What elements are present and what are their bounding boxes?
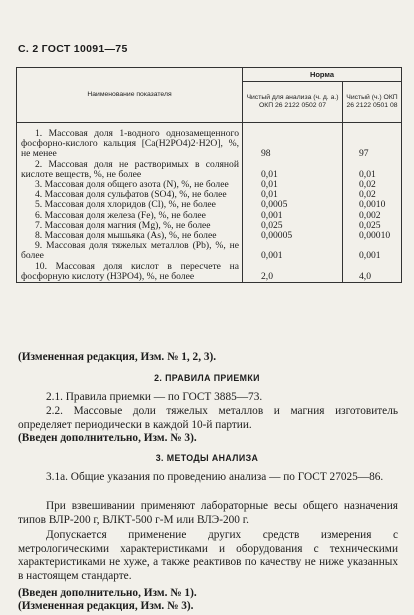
row-value-grade1: 0,01 <box>243 160 343 180</box>
column-header-norm: Норма <box>243 68 402 82</box>
page-header: С. 2 ГОСТ 10091—75 <box>18 43 128 55</box>
row-name: 8. Массовая доля мышьяка (As), %, не более <box>17 231 243 241</box>
row-value-grade1: 2,0 <box>243 262 343 283</box>
section-2-paragraph-2: 2.2. Массовые доли тяжелых металлов и магния изготовитель определяет периодически в каждой 10-й партии. <box>18 405 398 431</box>
row-value-grade2: 97 <box>343 123 402 160</box>
row-value-grade1: 0,0005 <box>243 200 343 210</box>
row-value-grade2: 0,001 <box>343 241 402 261</box>
section-2-paragraph-1: 2.1. Правила приемки — по ГОСТ 3885—73. <box>46 391 263 403</box>
section-3-title: 3. МЕТОДЫ АНАЛИЗА <box>155 453 259 463</box>
row-name: 2. Массовая доля не растворимых в соляной кислоте веществ, %, не более <box>17 160 243 180</box>
row-value-grade1: 0,01 <box>243 190 343 200</box>
spec-table <box>16 67 402 283</box>
row-value-grade2: 0,002 <box>343 211 402 221</box>
section-3-paragraph-1: 3.1а. Общие указания по проведению анализа — по ГОСТ 27025—86. <box>46 471 384 483</box>
edit-note-1: (Измененная редакция, Изм. № 1, 2, 3). <box>18 351 217 363</box>
row-name: 7. Массовая доля магния (Mg), %, не более <box>17 221 243 231</box>
section-3-paragraph-2: При взвешивании применяют лабораторные весы общего назначения типов ВЛР-200 г, ВЛКТ-500 г-М или ВЛЭ-200 г. <box>18 500 398 526</box>
row-name: 10. Массовая доля кислот в пересчете на фосфорную кислоту (H3PO4), %, не более <box>17 262 243 283</box>
section-2-note: (Введен дополнительно, Изм. № 3). <box>18 432 197 444</box>
row-value-grade1: 98 <box>243 123 343 160</box>
section-2-title: 2. ПРАВИЛА ПРИЕМКИ <box>154 373 260 383</box>
table-row <box>17 262 402 283</box>
row-value-grade2: 0,00010 <box>343 231 402 241</box>
row-name: 4. Массовая доля сульфатов (SO4), %, не более <box>17 190 243 200</box>
row-value-grade1: 0,01 <box>243 180 343 190</box>
row-value-grade1: 0,001 <box>243 241 343 261</box>
column-header-grade2: Чистый (ч.) ОКП 26 2122 0501 08 <box>343 82 402 123</box>
row-value-grade2: 0,01 <box>343 160 402 180</box>
section-3-paragraph-3: Допускается применение других средств измерения с метрологическими характеристиками и оборудования с техническими характеристиками не хуже, а также реактивов по качеству не ниже указанных в настоящем стандарте. <box>18 529 398 582</box>
row-value-grade1: 0,025 <box>243 221 343 231</box>
row-name: 5. Массовая доля хлоридов (Cl), %, не более <box>17 200 243 210</box>
row-value-grade1: 0,00005 <box>243 231 343 241</box>
column-header-name: Наименование показателя <box>17 68 243 123</box>
row-value-grade2: 0,025 <box>343 221 402 231</box>
table-row <box>17 123 402 160</box>
table-row <box>17 160 402 180</box>
row-name: 9. Массовая доля тяжелых металлов (Pb), %, не более <box>17 241 243 261</box>
section-3-note-1: (Введен дополнительно, Изм. № 1). <box>18 587 197 599</box>
row-value-grade2: 0,0010 <box>343 200 402 210</box>
row-name: 6. Массовая доля железа (Fe), %, не более <box>17 211 243 221</box>
row-name: 1. Массовая доля 1-водного однозамещенного фосфорно-кислого кальция [Ca(H2PO4)2·H2O], %, не менее <box>17 123 243 160</box>
column-header-grade1: Чистый для анализа (ч. д. а.) ОКП 26 2122 0502 07 <box>243 82 343 123</box>
row-value-grade2: 0,02 <box>343 190 402 200</box>
row-value-grade1: 0,001 <box>243 211 343 221</box>
row-value-grade2: 0,02 <box>343 180 402 190</box>
section-3-note-2: (Измененная редакция, Изм. № 3). <box>18 600 194 612</box>
row-value-grade2: 4,0 <box>343 262 402 283</box>
table-row <box>17 241 402 261</box>
row-name: 3. Массовая доля общего азота (N), %, не более <box>17 180 243 190</box>
